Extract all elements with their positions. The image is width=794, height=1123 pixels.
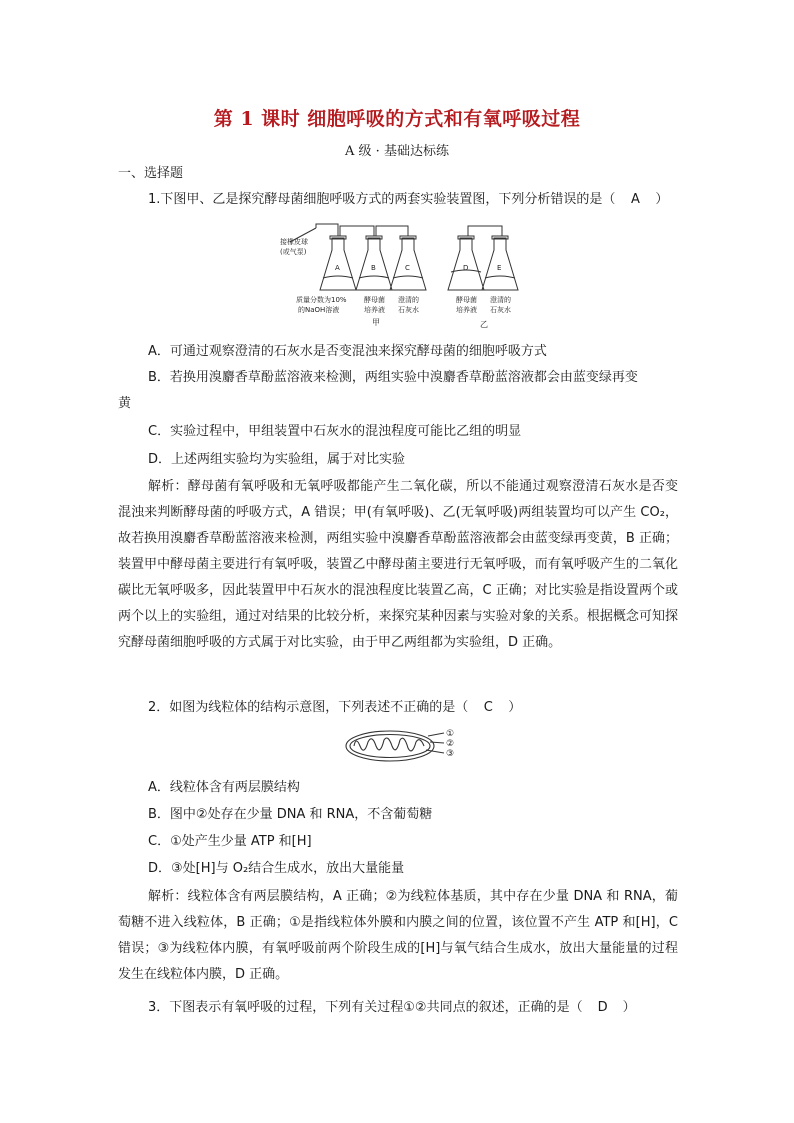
flask-e-caption-1: 澄清的 [490, 296, 511, 304]
flask-c-label: C [405, 264, 410, 272]
flask-c-caption-2: 石灰水 [398, 306, 419, 314]
q2-option-a: A．线粒体含有两层膜结构 [148, 780, 300, 795]
page-title: 第 1 课时 细胞呼吸的方式和有氧呼吸过程 [213, 108, 581, 130]
flask-a-caption-2: 的NaOH溶液 [298, 306, 340, 314]
q1-option-b: B．若换用溴麝香草酚蓝溶液来检测，两组实验中溴麝香草酚蓝溶液都会由蓝变绿再变 [148, 370, 638, 385]
q1-analysis: 解析：酵母菌有氧呼吸和无氧呼吸都能产生二氧化碳，所以不能通过观察澄清石灰水是否变混浊来判断酵母菌的呼吸方式，A 错误；甲(有氧呼吸)、乙(无氧呼吸)两组装置均可以产生 CO₂，故若换用溴麝香草酚蓝溶液来检测，两组实验中溴麝香草酚蓝溶液都会由蓝变绿再变黄，B 正确；装置甲中酵母菌主要进行有氧呼吸，装置乙中酵母菌主要进行无氧呼吸，而有氧呼吸产生的二氧化碳比无氧呼吸多，因此装置甲中石灰水的混浊程度比装置乙高，C 正确；对比实验是指设置两个或两个以上的实验组，通过对结果的比较分析，来探究某种因素与实验对象的关系。根据概念可知探究酵母菌细胞呼吸的方式属于对比实验，由于甲乙两组都为实验组，D 正确。 [118, 479, 678, 650]
flask-c-caption-1: 澄清的 [398, 296, 419, 304]
flask-d-label: D [463, 264, 469, 272]
yeast-apparatus-figure [280, 222, 540, 330]
group-jia-label: 甲 [372, 318, 380, 327]
mitochondrion-figure [340, 728, 490, 764]
flask-d-caption-2: 培养液 [456, 306, 477, 314]
marker-2: ② [446, 739, 455, 749]
question-3-text: 3．下图表示有氧呼吸的过程，下列有关过程①②共同点的叙述，正确的是（ [148, 1000, 583, 1015]
q2-analysis: 解析：线粒体含有两层膜结构，A 正确；②为线粒体基质，其中存在少量 DNA 和 RNA，葡萄糖不进入线粒体，B 正确；①是指线粒体外膜和内膜之间的位置，该位置不产生 ATP 和[H]，C 错误；③为线粒体内膜，有氧呼吸前两个阶段生成的[H]与氧气结合生成水，放出大量能量的过程发生在线粒体内膜，D 正确。 [118, 889, 678, 982]
question-1-close: ） [655, 192, 669, 207]
pump-label-2: (或气泵) [280, 248, 307, 256]
q2-option-d: D．③处[H]与 O₂结合生成水，放出大量能量 [148, 861, 405, 876]
question-2-text: 2．如图为线粒体的结构示意图，下列表述不正确的是（ [148, 700, 469, 715]
question-1-answer: A [630, 192, 640, 207]
question-2-stem [148, 698, 708, 718]
question-3-answer: D [597, 1000, 608, 1015]
question-1-stem [148, 190, 708, 210]
flask-a-caption-1: 质量分数为10% [296, 296, 347, 304]
flask-e-caption-2: 石灰水 [490, 306, 511, 314]
marker-1: ① [446, 729, 455, 739]
question-1-text: 1.下图甲、乙是探究酵母菌细胞呼吸方式的两套实验装置图，下列分析错误的是（ [148, 192, 616, 207]
flask-d-caption-1: 酵母菌 [456, 296, 477, 304]
page-subtitle: A 级 · 基础达标练 [345, 144, 449, 159]
group-yi-label: 乙 [480, 320, 488, 329]
q1-option-c: C．实验过程中，甲组装置中石灰水的混浊程度可能比乙组的明显 [148, 424, 522, 439]
question-3-close: ） [622, 1000, 636, 1015]
q2-option-c: C．①处产生少量 ATP 和[H] [148, 834, 312, 849]
flask-b-caption-1: 酵母菌 [364, 296, 385, 304]
flask-a-label: A [335, 264, 340, 272]
question-2-close: ） [508, 700, 522, 715]
question-3-stem [148, 998, 708, 1018]
marker-3: ③ [446, 749, 455, 759]
section-heading: 一、选择题 [118, 166, 184, 181]
q2-option-b: B．图中②处存在少量 DNA 和 RNA，不含葡萄糖 [148, 807, 433, 822]
flask-b-label: B [371, 264, 376, 272]
flask-e-label: E [497, 264, 502, 272]
question-2-answer: C [483, 700, 493, 715]
flask-b-caption-2: 培养液 [364, 306, 385, 314]
q1-option-d: D．上述两组实验均为实验组，属于对比实验 [148, 452, 406, 467]
pump-label-1: 接橡皮球 [280, 238, 308, 246]
q1-option-a: A．可通过观察澄清的石灰水是否变混浊来探究酵母菌的细胞呼吸方式 [148, 344, 547, 359]
q1-option-b-cont: 黄 [118, 396, 132, 411]
